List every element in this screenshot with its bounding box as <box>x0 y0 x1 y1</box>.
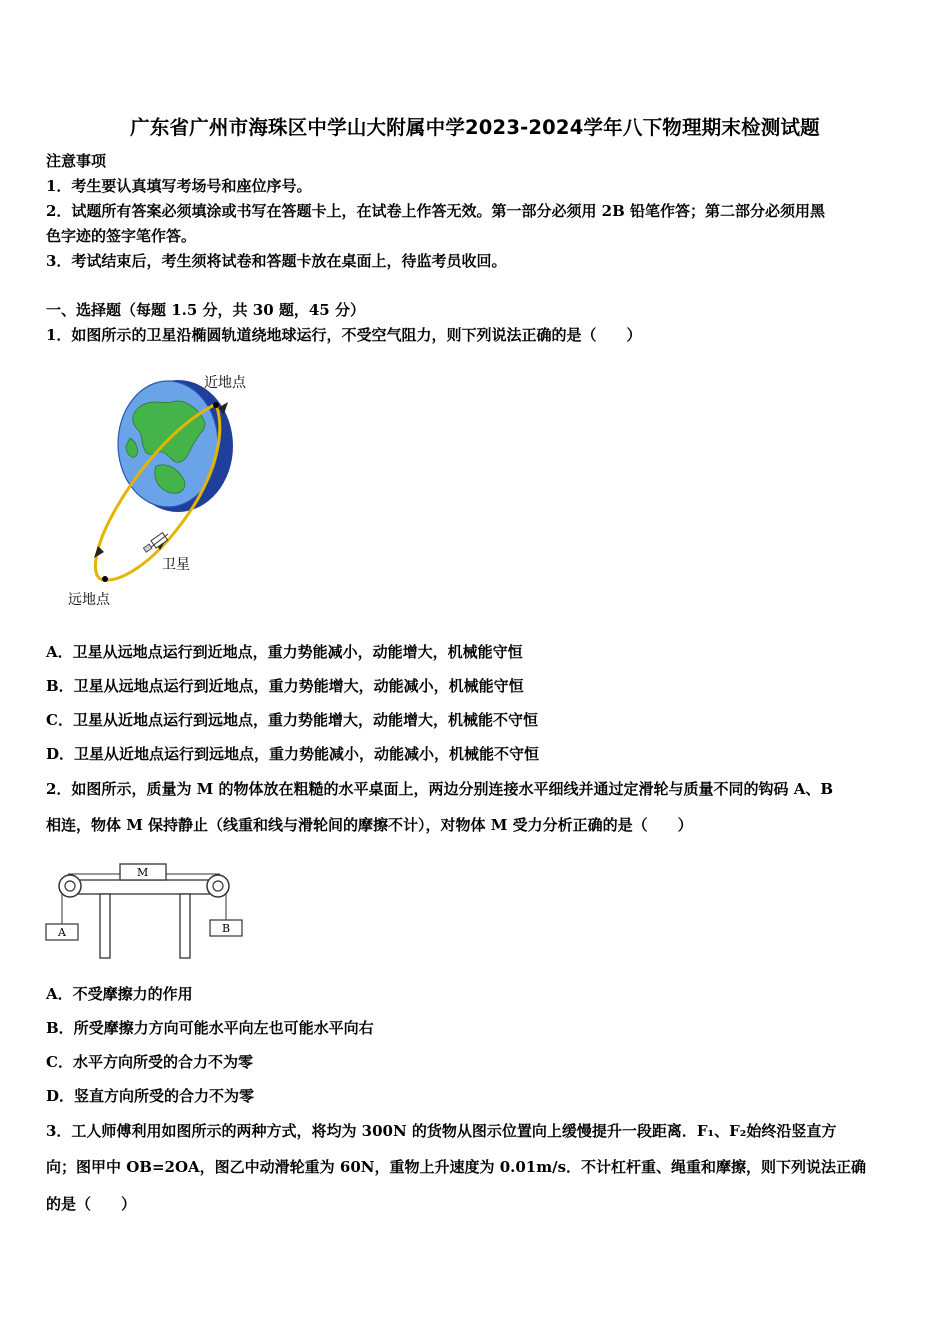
pulley-table-figure <box>44 858 250 962</box>
notice-item-2-cont: 色字迹的签字笔作答。 <box>46 227 197 245</box>
apogee-dot <box>102 576 108 582</box>
table-leg-right <box>180 894 190 958</box>
q1-option-b: B．卫星从远地点运行到近地点，重力势能增大，动能减小，机械能守恒 <box>46 677 524 695</box>
q2-option-d: D．竖直方向所受的合力不为零 <box>46 1087 255 1105</box>
block-m-label: M <box>137 866 149 879</box>
question-2-stem-line1: 2．如图所示，质量为 M 的物体放在粗糙的水平桌面上，两边分别连接水平细线并通过定滑轮与质量不同的钩码 A、B <box>46 780 834 798</box>
q2-option-b: B．所受摩擦力方向可能水平向左也可能水平向右 <box>46 1019 374 1037</box>
notice-item-3: 3．考试结束后，考生须将试卷和答题卡放在桌面上，待监考员收回。 <box>46 252 507 270</box>
table-leg-left <box>100 894 110 958</box>
satellite-orbit-figure <box>60 368 270 610</box>
question-2-stem-line2: 相连，物体 M 保持静止（线重和线与滑轮间的摩擦不计），对物体 M 受力分析正确的是（ ） <box>46 816 693 834</box>
orbit-arrow-left-icon <box>94 546 104 558</box>
page-title: 广东省广州市海珠区中学山大附属中学2023-2024学年八下物理期末检测试题 <box>130 116 820 139</box>
perigee-label: 近地点 <box>204 375 246 391</box>
weight-b-label: B <box>222 922 231 935</box>
notice-item-1: 1．考生要认真填写考场号和座位序号。 <box>46 177 312 195</box>
weight-a-label: A <box>58 926 66 939</box>
question-3-stem-line2: 向；图甲中 OB=2OA，图乙中动滑轮重为 60N，重物上升速度为 0.01m/s．不计杠杆重、绳重和摩擦，则下列说法正确 <box>46 1158 867 1176</box>
table-top <box>76 880 218 894</box>
perigee-dot <box>213 402 219 408</box>
question-1-stem: 1．如图所示的卫星沿椭圆轨道绕地球运行，不受空气阻力，则下列说法正确的是（ ） <box>46 326 642 344</box>
q1-option-c: C．卫星从近地点运行到远地点，重力势能增大，动能增大，机械能不守恒 <box>46 711 538 729</box>
question-3-stem-line3: 的是（ ） <box>46 1195 137 1213</box>
q2-option-a: A．不受摩擦力的作用 <box>46 985 193 1003</box>
section-heading: 一、选择题（每题 1.5 分，共 30 题，45 分） <box>46 301 365 319</box>
satellite-label: 卫星 <box>162 557 190 573</box>
q2-option-c: C．水平方向所受的合力不为零 <box>46 1053 253 1071</box>
q1-option-a: A．卫星从远地点运行到近地点，重力势能减小，动能增大，机械能守恒 <box>46 643 523 661</box>
question-3-stem-line1: 3．工人师傅利用如图所示的两种方式，将均为 300N 的货物从图示位置向上缓慢提升一段距离．F₁、F₂始终沿竖直方 <box>46 1122 837 1140</box>
satellite-icon <box>143 533 168 552</box>
apogee-label: 远地点 <box>68 592 110 608</box>
notice-item-2: 2．试题所有答案必须填涂或书写在答题卡上，在试卷上作答无效。第一部分必须用 2B 铅笔作答；第二部分必须用黑 <box>46 202 826 220</box>
q1-option-d: D．卫星从近地点运行到远地点，重力势能减小，动能减小，机械能不守恒 <box>46 745 540 763</box>
notice-heading: 注意事项 <box>46 152 107 170</box>
